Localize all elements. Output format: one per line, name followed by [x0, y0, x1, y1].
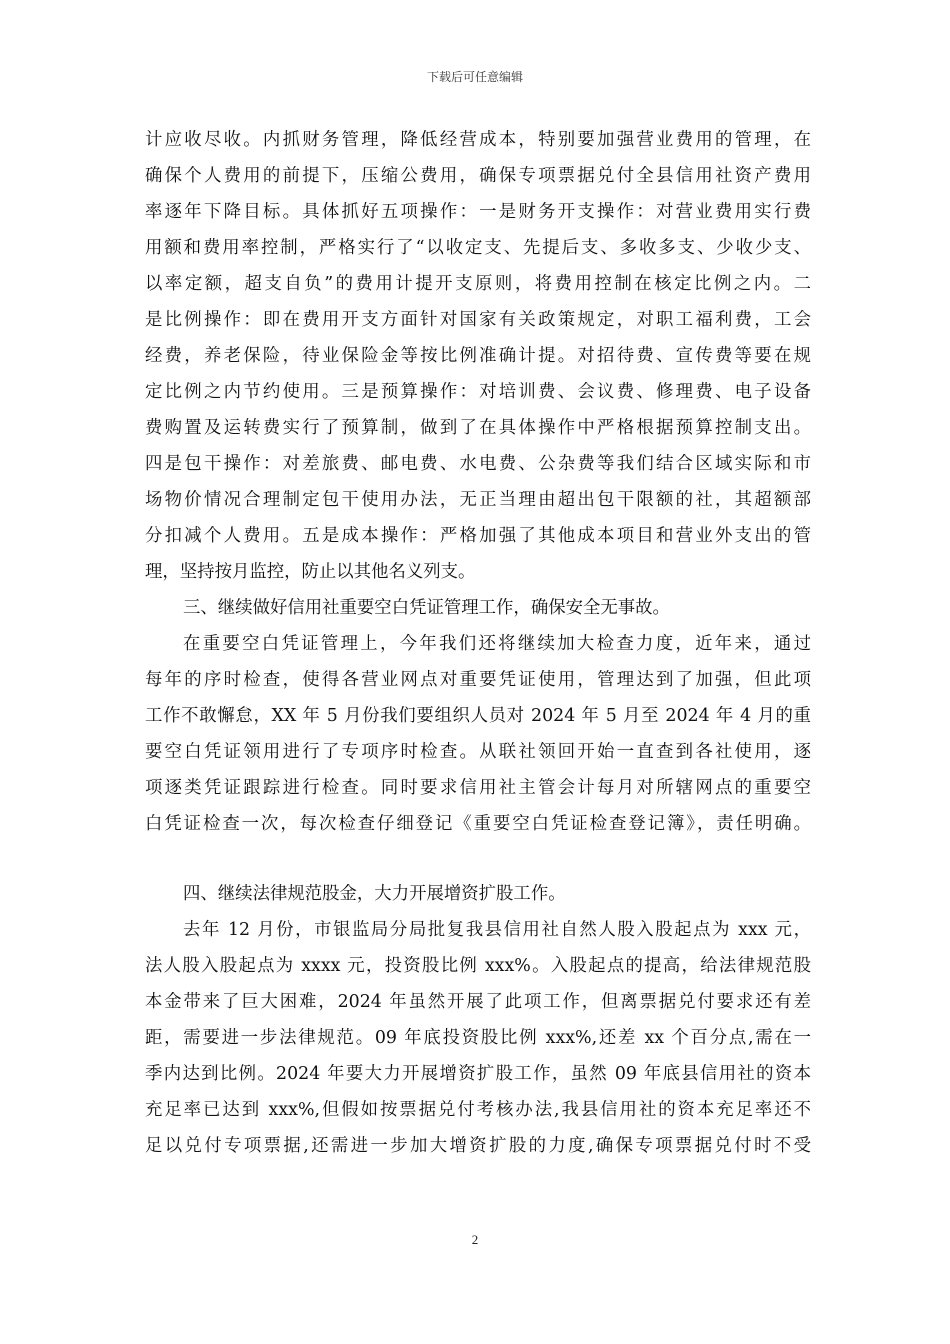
text-line: 用额和费用率控制，严格实行了“以收定支、先提后支、多收多支、少收少支、: [145, 238, 811, 258]
text-line: 理，坚持按月监控，防止以其他名义列支。: [145, 562, 476, 582]
page-header: 下载后可任意编辑: [426, 70, 523, 84]
text-line: 充足率已达到 xxx%,但假如按票据兑付考核办法,我县信用社的资本充足率还不: [145, 1100, 811, 1120]
text-line: 去年 12 月份，市银监局分局批复我县信用社自然人股入股起点为 xxx 元，: [183, 920, 811, 940]
text-line: 定比例之内节约使用。三是预算操作：对培训费、会议费、修理费、电子设备: [145, 382, 811, 402]
text-line: 白凭证检查一次，每次检查仔细登记《重要空白凭证检查登记簿》，责任明确。: [145, 814, 811, 834]
text-line: 分扣减个人费用。五是成本操作：严格加强了其他成本项目和营业外支出的管: [145, 526, 811, 546]
text-line: 四是包干操作：对差旅费、邮电费、水电费、公杂费等我们结合区域实际和市: [145, 454, 811, 474]
text-line: 本金带来了巨大困难，2024 年虽然开展了此项工作，但离票据兑付要求还有差: [145, 992, 811, 1012]
section-heading: 四、继续法律规范股金，大力开展增资扩股工作。: [183, 884, 566, 904]
text-line: 每年的序时检查，使得各营业网点对重要凭证使用，管理达到了加强，但此项: [145, 670, 811, 690]
text-line: 法人股入股起点为 xxxx 元，投资股比例 xxx%。入股起点的提高，给法律规范股: [145, 956, 811, 976]
text-line: 确保个人费用的前提下，压缩公费用，确保专项票据兑付全县信用社资产费用: [145, 166, 811, 186]
text-line: 是比例操作：即在费用开支方面针对国家有关政策规定，对职工福利费，工会: [145, 310, 811, 330]
text-line: 以率定额，超支自负”的费用计提开支原则，将费用控制在核定比例之内。二: [145, 274, 811, 294]
text-line: 季内达到比例。2024 年要大力开展增资扩股工作，虽然 09 年底县信用社的资本: [145, 1064, 811, 1084]
text-line: 率逐年下降目标。具体抓好五项操作：一是财务开支操作：对营业费用实行费: [145, 202, 811, 222]
document-body: [145, 122, 811, 1164]
text-line: 项逐类凭证跟踪进行检查。同时要求信用社主管会计每月对所辖网点的重要空: [145, 778, 811, 798]
text-line: 在重要空白凭证管理上，今年我们还将继续加大检查力度，近年来，通过: [183, 634, 811, 654]
paragraph-gap: [145, 842, 811, 876]
text-line: 足以兑付专项票据,还需进一步加大增资扩股的力度,确保专项票据兑付时不受: [145, 1136, 811, 1156]
page-number: 2: [471, 1232, 479, 1247]
text-line: 费购置及运转费实行了预算制，做到了在具体操作中严格根据预算控制支出。: [145, 418, 811, 438]
text-line: 要空白凭证领用进行了专项序时检查。从联社领回开始一直查到各社使用，逐: [145, 742, 811, 762]
section-heading: 三、继续做好信用社重要空白凭证管理工作，确保安全无事故。: [183, 598, 670, 618]
text-line: 计应收尽收。内抓财务管理，降低经营成本，特别要加强营业费用的管理，在: [145, 130, 811, 150]
text-line: 距，需要进一步法律规范。09 年底投资股比例 xxx%,还差 xx 个百分点,需在一: [145, 1028, 811, 1048]
text-line: 工作不敢懈怠，XX 年 5 月份我们要组织人员对 2024 年 5 月至 2024 年 4 月的重: [145, 706, 811, 726]
text-line: 场物价情况合理制定包干使用办法，无正当理由超出包干限额的社，其超额部: [145, 490, 811, 510]
text-line: 经费，养老保险，待业保险金等按比例准确计提。对招待费、宣传费等要在规: [145, 346, 811, 366]
